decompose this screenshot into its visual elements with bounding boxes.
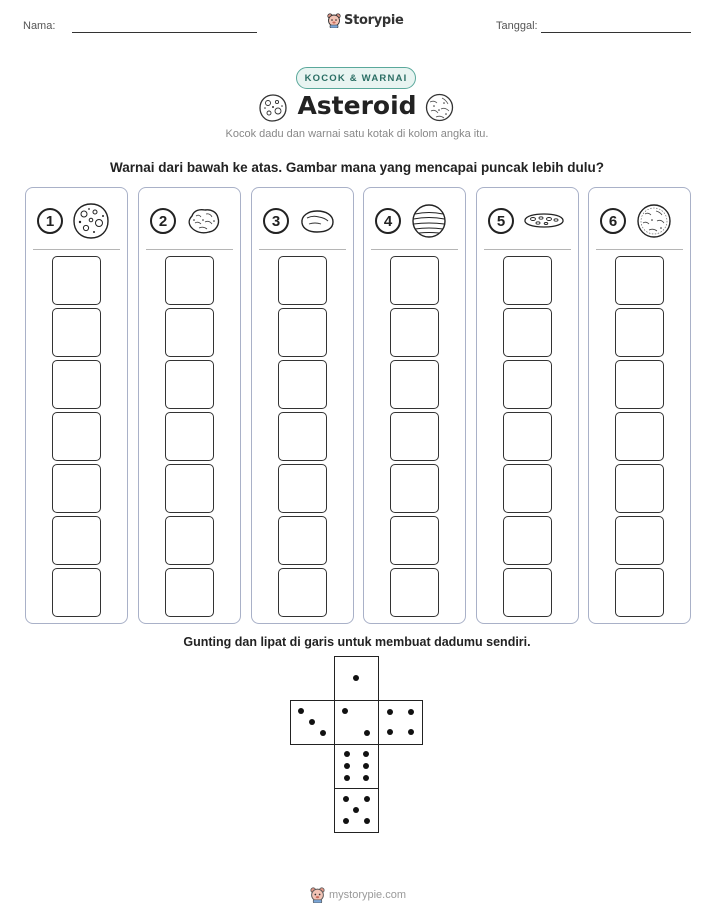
round-asteroid-icon [634,202,674,240]
column-1 [25,187,128,624]
die-pip [387,709,393,715]
color-box[interactable] [165,516,214,565]
column-divider [596,249,683,250]
column-header [150,202,224,240]
die-face-4[interactable] [378,700,423,745]
column-divider [146,249,233,250]
brand-name: Storypie [344,13,404,28]
column-3 [251,187,354,624]
color-box[interactable] [52,256,101,305]
die-pip [298,708,304,714]
die-pip [364,730,370,736]
color-box[interactable] [390,568,439,617]
color-box[interactable] [278,464,327,513]
die-face-6[interactable] [334,744,379,789]
color-box[interactable] [165,568,214,617]
die-pip [353,675,359,681]
color-box[interactable] [390,464,439,513]
footer-url[interactable]: mystorypie.com [329,889,407,901]
flat-asteroid-icon [522,202,566,240]
color-box[interactable] [503,308,552,357]
die-face-1-center[interactable] [334,700,379,745]
die-face-1-top[interactable] [334,656,379,701]
column-divider [371,249,458,250]
oval-asteroid-icon [297,202,337,240]
column-header [488,202,566,240]
die-pip [344,775,350,781]
column-header [37,202,111,240]
color-box[interactable] [165,412,214,461]
column-number: 1 [37,208,63,234]
storypie-mascot-icon [327,13,341,28]
color-box[interactable] [503,464,552,513]
name-line[interactable] [72,32,257,33]
die-pip [309,719,315,725]
column-header [600,202,674,240]
color-box[interactable] [278,308,327,357]
color-box[interactable] [390,516,439,565]
color-box[interactable] [278,360,327,409]
die-pip [344,763,350,769]
footer [310,887,406,903]
column-divider [259,249,346,250]
color-box[interactable] [615,256,664,305]
die-pip [342,708,348,714]
color-box[interactable] [278,256,327,305]
color-box[interactable] [615,308,664,357]
column-number: 2 [150,208,176,234]
column-header [375,202,449,240]
color-box[interactable] [390,360,439,409]
die-pip [320,730,326,736]
die-pip [353,807,359,813]
column-2 [138,187,241,624]
color-box[interactable] [503,568,552,617]
die-pip [364,818,370,824]
storypie-mascot-icon [310,887,325,903]
color-box[interactable] [615,516,664,565]
die-face-3[interactable] [290,700,335,745]
die-pip [363,775,369,781]
die-face-5[interactable] [334,788,379,833]
color-box[interactable] [390,256,439,305]
color-box[interactable] [615,360,664,409]
column-5 [476,187,579,624]
column-divider [33,249,120,250]
page-title: Asteroid [297,91,417,120]
color-box[interactable] [390,308,439,357]
color-box[interactable] [165,256,214,305]
die-pip [387,729,393,735]
color-box[interactable] [390,412,439,461]
color-box[interactable] [503,360,552,409]
color-box[interactable] [165,308,214,357]
column-number: 5 [488,208,514,234]
asteroid-right-icon [424,92,455,123]
die-instruction: Gunting dan lipat di garis untuk membuat dadumu sendiri. [183,635,531,649]
column-4 [363,187,466,624]
banded-asteroid-icon [409,202,449,240]
color-box[interactable] [52,308,101,357]
die-pip [344,751,350,757]
die-pip [364,796,370,802]
name-label: Nama: [23,20,56,32]
color-box[interactable] [52,412,101,461]
die-pip [363,763,369,769]
color-box[interactable] [615,412,664,461]
color-box[interactable] [615,464,664,513]
date-line[interactable] [541,32,691,33]
color-box[interactable] [278,568,327,617]
brand-logo [327,13,404,28]
crater-asteroid-icon [71,202,111,240]
column-number: 4 [375,208,401,234]
column-header [263,202,337,240]
die-pip [408,729,414,735]
rocky-asteroid-icon [184,202,224,240]
die-pip [363,751,369,757]
column-number: 6 [600,208,626,234]
die-pip [343,796,349,802]
color-box[interactable] [278,412,327,461]
color-box[interactable] [615,568,664,617]
color-box[interactable] [503,256,552,305]
date-label: Tanggal: [496,20,538,32]
page-subtitle: Kocok dadu dan warnai satu kotak di kolom angka itu. [225,128,489,140]
color-box[interactable] [52,360,101,409]
color-box[interactable] [278,516,327,565]
color-box[interactable] [52,464,101,513]
color-box[interactable] [52,516,101,565]
color-box[interactable] [52,568,101,617]
color-box[interactable] [165,464,214,513]
color-box[interactable] [165,360,214,409]
die-pip [408,709,414,715]
die-pip [343,818,349,824]
coloring-instruction: Warnai dari bawah ke atas. Gambar mana yang mencapai puncak lebih dulu? [110,160,604,175]
color-box[interactable] [503,516,552,565]
column-6 [588,187,691,624]
column-number: 3 [263,208,289,234]
activity-badge: KOCOK & WARNAI [296,67,416,89]
color-box[interactable] [503,412,552,461]
column-divider [484,249,571,250]
